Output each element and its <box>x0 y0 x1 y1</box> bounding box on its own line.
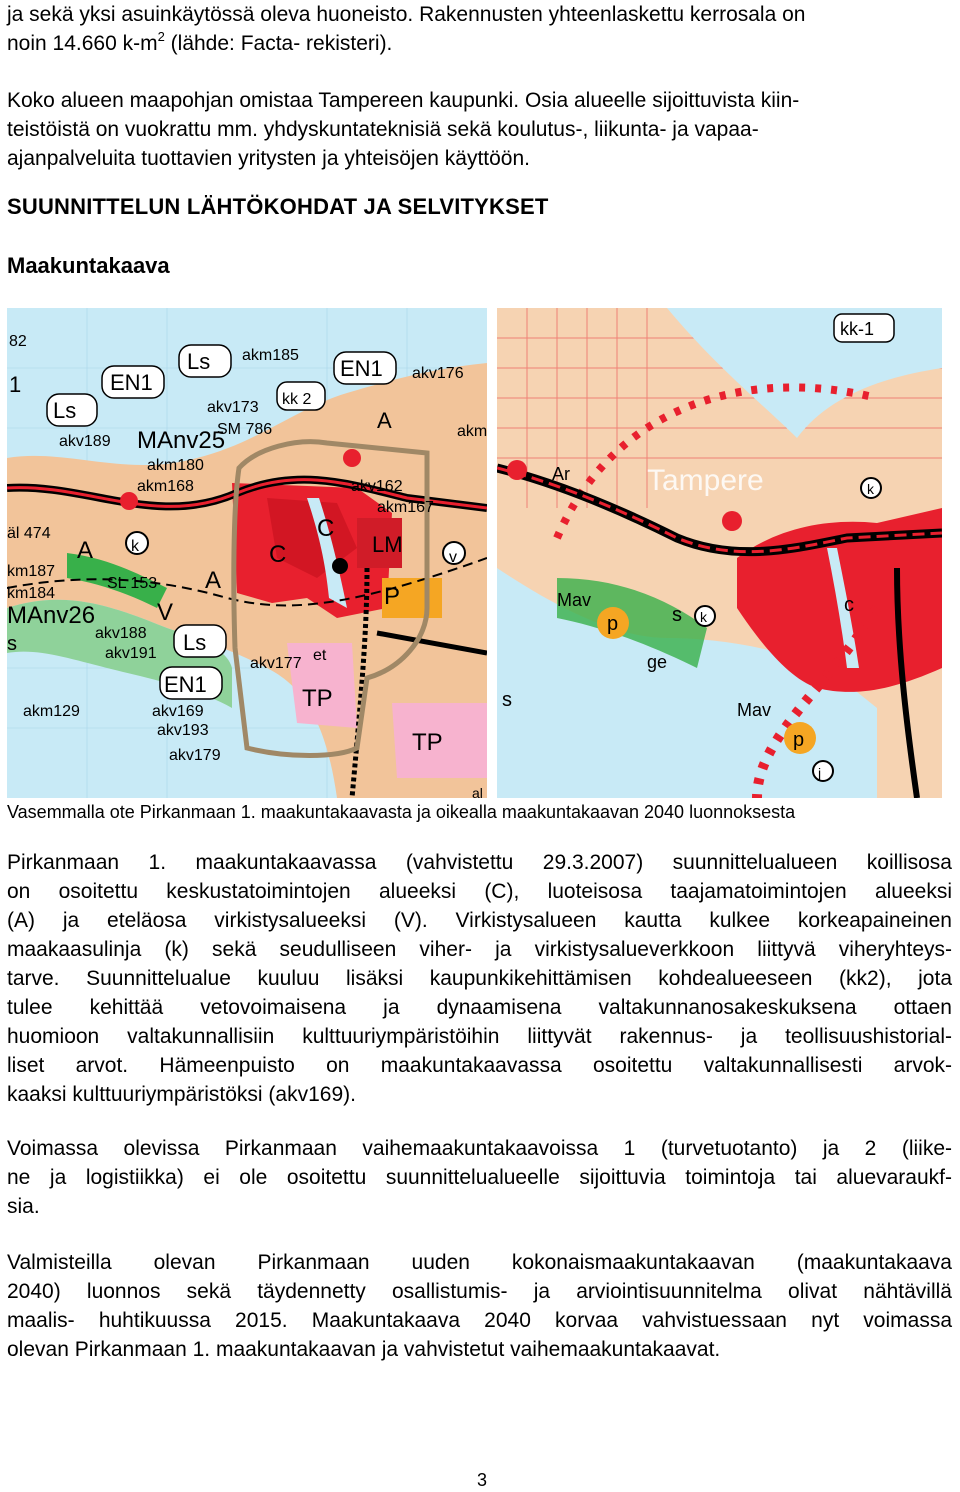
ownership-line-2: teistöistä on vuokrattu mm. yhdyskuntateknisiä sekä koulutus-, liikunta- ja vapaa- <box>7 118 759 141</box>
map-label-a3: A <box>205 567 222 594</box>
map-label-akv189: akv189 <box>59 433 111 450</box>
phase-plan-paragraph <box>7 1134 952 1221</box>
plan-line-2: on osoitettu keskustatoimintojen alueeksi (C), luoteisosa taajamatoimintojen alueeksi <box>7 880 952 903</box>
regional-plan-paragraph <box>7 848 952 1109</box>
section-heading: SUUNNITTELUN LÄHTÖKOHDAT JA SELVITYKSET <box>7 194 549 219</box>
map-label-c1: c <box>844 594 854 616</box>
map-label-akv193: akv193 <box>157 722 209 739</box>
map-label-ls2: Ls <box>53 398 77 423</box>
plan-line-7: huomioon valtakunnallisiin kulttuuriympäristöihin liittyvät rakennus- ja teollisuushistorial- <box>7 1025 952 1048</box>
map-label-akv173: akv173 <box>207 399 259 416</box>
plan-line-9: kaaksi kulttuuriympäristöksi (akv169). <box>7 1083 356 1106</box>
plan-line-8: liset arvot. Hämeenpuisto on maakuntakaavassa osoitettu valtakunnallisesti arvok- <box>7 1054 952 1077</box>
map-label-akv169: akv169 <box>152 703 204 720</box>
intro-paragraph <box>7 0 952 58</box>
phase-line-2: ne ja logistiikka) ei ole osoitettu suunnittelualueelle sijoittuvia toimintoja tai aluevaraukf- <box>7 1166 952 1189</box>
subheading-maakuntakaava: Maakuntakaava <box>7 253 170 278</box>
map-label-akm180: akm180 <box>147 457 204 474</box>
map-label-ai474: äl 474 <box>7 525 51 542</box>
plan-line-5: tarve. Suunnittelualue kuuluu lisäksi kaupunkikehittämisen kohdealueeseen (kk2), jota <box>7 967 952 990</box>
marker-red-1 <box>120 492 138 510</box>
map-label-lm: LM <box>372 532 403 557</box>
map-label-p2: p <box>793 729 805 751</box>
map-label-akm129: akm129 <box>23 703 80 720</box>
phase-line-3: sia. <box>7 1195 40 1218</box>
plan-line-3: (A) ja eteläosa virkistysalueeksi (V). Virkistysalueen kautta kulkee korkeapaineinen <box>7 909 952 932</box>
map-label-akv162: akv162 <box>351 478 403 495</box>
map-label-et: et <box>313 647 327 664</box>
map-label-kk2: kk 2 <box>282 391 312 408</box>
map-label-n1: 1 <box>9 372 22 397</box>
map-label-p1: p <box>607 613 619 635</box>
map-label-akm185: akm185 <box>242 347 299 364</box>
map-label-tp2: TP <box>412 729 443 756</box>
map-label-ls3: Ls <box>183 630 207 655</box>
prep-line-4: olevan Pirkanmaan 1. maakuntakaavan ja vahvistetut vaihemaakuntakaavat. <box>7 1338 721 1361</box>
map-left-regional-plan-1 <box>7 308 487 798</box>
map-label-tampere: Tampere <box>647 464 764 497</box>
plan-line-4: maakaasulinja (k) sekä seudulliseen viher- ja virkistysalueverkkoon liittyvä viheryhteys- <box>7 938 952 961</box>
map-label-c1: C <box>317 515 335 542</box>
map-label-mav1: Mav <box>557 590 592 610</box>
source-text: (lähde: Facta- rekisteri). <box>164 32 393 55</box>
map-label-akm167: akm167 <box>377 499 434 516</box>
map-label-k1: k <box>867 481 874 497</box>
map-label-akv176: akv176 <box>412 365 464 382</box>
map-caption: Vasemmalla ote Pirkanmaan 1. maakuntakaavasta ja oikealla maakuntakaavan 2040 luonnoksesta <box>7 802 796 822</box>
map-label-akv191: akv191 <box>105 645 157 662</box>
map-label-ar: Ar <box>552 464 570 484</box>
map-label-j: j <box>818 765 822 781</box>
map-label-sm786: SM 786 <box>217 421 273 438</box>
intro-line-1: ja sekä yksi asuinkäytössä oleva huoneisto. Rakennusten yhteenlaskettu kerrosala on <box>7 3 806 26</box>
map-label-a2: A <box>77 537 94 564</box>
map-label-v1: v <box>449 549 457 566</box>
plan-line-1: Pirkanmaan 1. maakuntakaavassa (vahvistettu 29.3.2007) suunnittelualueen koillisosa <box>7 851 952 874</box>
map-label-s1: s <box>7 633 17 655</box>
map-label-s2: s <box>502 689 512 711</box>
map-label-ls1: Ls <box>187 349 211 374</box>
map-label-akv188: akv188 <box>95 625 147 642</box>
map-label-a1: A <box>377 408 392 433</box>
intro-line-2 <box>7 29 952 58</box>
map-label-ge: ge <box>647 652 668 672</box>
superscript-2: 2 <box>157 29 165 44</box>
map-label-akv177: akv177 <box>250 655 302 672</box>
prep-line-1: Valmisteilla olevan Pirkanmaan uuden kokonaismaakuntakaavan (maakuntakaava <box>7 1251 952 1274</box>
prep-line-2: 2040) luonnos sekä täydennetty osallistumis- ja arviointisuunnitelma olivat nähtävillä <box>7 1280 952 1303</box>
plan-line-6: tulee kehittää vetovoimaisena ja dynaamisena valtakunnanosakeskuksena ottaen <box>7 996 952 1019</box>
map-label-n82: 82 <box>9 333 27 350</box>
map-label-c2: C <box>269 541 287 568</box>
map-label-k1: k <box>131 538 139 555</box>
map-label-akm: akm <box>457 423 487 440</box>
ownership-line-3: ajanpalveluita tuottavien yritysten ja yhteisöjen käyttöön. <box>7 147 530 170</box>
map-label-akm168: akm168 <box>137 478 194 495</box>
map-label-k2: k <box>700 609 707 625</box>
map-label-akv179: akv179 <box>169 747 221 764</box>
map-label-kk1: kk-1 <box>840 319 875 339</box>
map-label-km184: km184 <box>7 585 56 602</box>
map-label-manv26: MAnv26 <box>7 602 96 629</box>
map-label-p1: P <box>384 583 401 610</box>
map-label-v2: V <box>157 599 174 626</box>
ownership-line-1: Koko alueen maapohjan omistaa Tampereen kaupunki. Osia alueelle sijoittuvista kiin- <box>7 89 800 112</box>
phase-line-1: Voimassa olevissa Pirkanmaan vaihemaakuntakaavoissa 1 (turvetuotanto) ja 2 (liike- <box>7 1137 952 1160</box>
map-label-km187: km187 <box>7 563 56 580</box>
map-right-regional-plan-2040 <box>497 308 942 798</box>
map-label-tp1: TP <box>302 685 333 712</box>
map-label-mav2: Mav <box>737 700 772 720</box>
floor-area-text: noin 14.660 k-m <box>7 32 158 55</box>
map-label-sl153: SL 153 <box>107 575 158 592</box>
map-label-en1a: EN1 <box>110 370 153 395</box>
prep-line-3: maalis- huhtikuussa 2015. Maakuntakaava 2040 korvaa vahvistuessaan nyt voimassa <box>7 1309 952 1332</box>
map-label-manv25: MAnv25 <box>137 427 226 454</box>
map-label-en1c: EN1 <box>164 672 207 697</box>
map-label-s1: s <box>672 604 682 626</box>
map-label-en1b: EN1 <box>340 356 383 381</box>
page-number: 3 <box>477 1470 488 1490</box>
ownership-paragraph <box>7 86 952 173</box>
preparation-paragraph <box>7 1248 952 1364</box>
map-label-al: al <box>472 785 483 798</box>
